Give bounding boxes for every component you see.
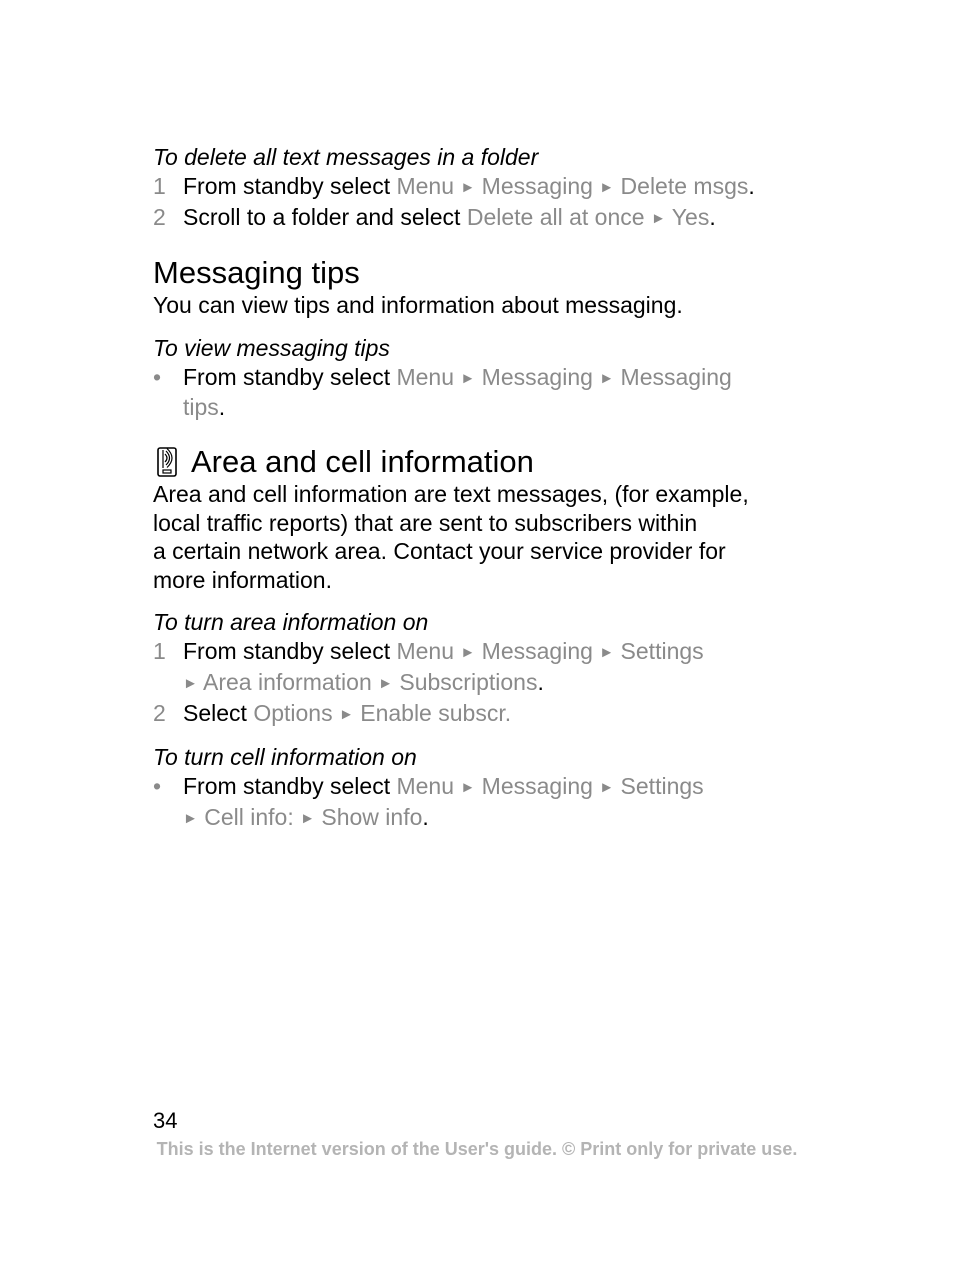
step-2: [153, 699, 833, 730]
menu-path: Menu: [396, 638, 455, 665]
footer-notice: This is the Internet version of the User's guide. © Print only for private use.: [156, 1139, 798, 1159]
intro-line: a certain network area. Contact your service provider for: [153, 538, 726, 565]
step-number: 1: [153, 173, 166, 199]
section-title-messaging-tips: Messaging tips: [153, 255, 360, 291]
steps-area: [153, 637, 833, 729]
section-intro-area: [153, 480, 833, 594]
menu-path: Show info: [321, 803, 423, 830]
bullet-icon: •: [153, 363, 162, 390]
intro-line: Area and cell information are text messages, (for example,: [153, 480, 749, 507]
menu-path: Messaging: [481, 363, 593, 390]
steps-delete: [153, 172, 833, 233]
step-end: .: [709, 203, 716, 230]
task-heading-delete: To delete all text messages in a folder: [153, 144, 539, 170]
menu-path: Menu: [396, 773, 455, 800]
menu-path: Settings: [620, 638, 704, 665]
arrow-icon: ►: [183, 674, 198, 692]
menu-path: Messaging: [481, 638, 593, 665]
arrow-icon: ►: [460, 179, 476, 196]
menu-path: Delete msgs: [620, 173, 749, 199]
network-service-icon: [153, 445, 183, 479]
step-1: [153, 637, 833, 698]
arrow-icon: ►: [378, 674, 393, 692]
step-1: [153, 172, 833, 203]
bullet-step: [153, 363, 833, 422]
task-heading-tips: To view messaging tips: [153, 334, 390, 361]
page-number: 34: [153, 1108, 178, 1133]
arrow-icon: ►: [460, 369, 476, 387]
steps-tips: [153, 363, 833, 422]
arrow-icon: ►: [460, 644, 476, 662]
step-number: 2: [153, 203, 166, 230]
menu-path: Yes: [671, 203, 710, 230]
menu-path: Subscriptions: [399, 668, 538, 695]
section-title-area-cell: Area and cell information: [191, 443, 534, 479]
step-text: From standby select: [183, 638, 391, 665]
step-end: .: [537, 668, 544, 695]
section-title-row: [153, 444, 833, 480]
intro-line: local traffic reports) that are sent to subscribers within: [153, 509, 698, 536]
step-text: From standby select: [183, 173, 391, 199]
task-heading-cell: To turn cell information on: [153, 744, 417, 771]
menu-path: Messaging: [481, 773, 593, 800]
menu-path: Menu: [396, 363, 455, 390]
page-content: [153, 143, 833, 833]
menu-path: Messaging: [481, 173, 593, 199]
arrow-icon: ►: [338, 705, 354, 723]
arrow-icon: ►: [599, 644, 615, 662]
step-text: From standby select: [183, 363, 391, 390]
menu-path: Delete all at once: [466, 203, 645, 230]
section-intro: You can view tips and information about messaging.: [153, 292, 683, 319]
arrow-icon: ►: [599, 369, 615, 387]
menu-path: tips: [183, 394, 219, 421]
menu-path: Messaging: [620, 363, 732, 390]
step-text: Select: [183, 699, 247, 726]
steps-cell: [153, 772, 833, 833]
step-2: [153, 203, 833, 234]
arrow-icon: ►: [460, 779, 476, 797]
step-number: 2: [153, 699, 166, 726]
step-text: Scroll to a folder and select: [183, 203, 461, 230]
arrow-icon: ►: [599, 779, 615, 797]
menu-path: Cell info:: [204, 803, 294, 830]
intro-line: more information.: [153, 566, 332, 593]
menu-path: Menu: [396, 173, 455, 199]
step-text: From standby select: [183, 773, 391, 800]
bullet-icon: •: [153, 773, 162, 800]
arrow-icon: ►: [599, 179, 615, 196]
arrow-icon: ►: [183, 809, 198, 827]
step-end: .: [218, 394, 226, 421]
step-end: .: [422, 803, 429, 830]
task-heading-area: To turn area information on: [153, 609, 429, 636]
step-number: 1: [153, 638, 166, 665]
menu-path: Area information: [202, 668, 372, 695]
step-end: .: [748, 173, 755, 199]
menu-path: Options: [253, 699, 333, 726]
arrow-icon: ►: [650, 209, 666, 227]
menu-path: Enable subscr.: [360, 699, 512, 726]
menu-path: Settings: [620, 773, 704, 800]
arrow-icon: ►: [300, 809, 315, 827]
bullet-step: [153, 772, 833, 833]
